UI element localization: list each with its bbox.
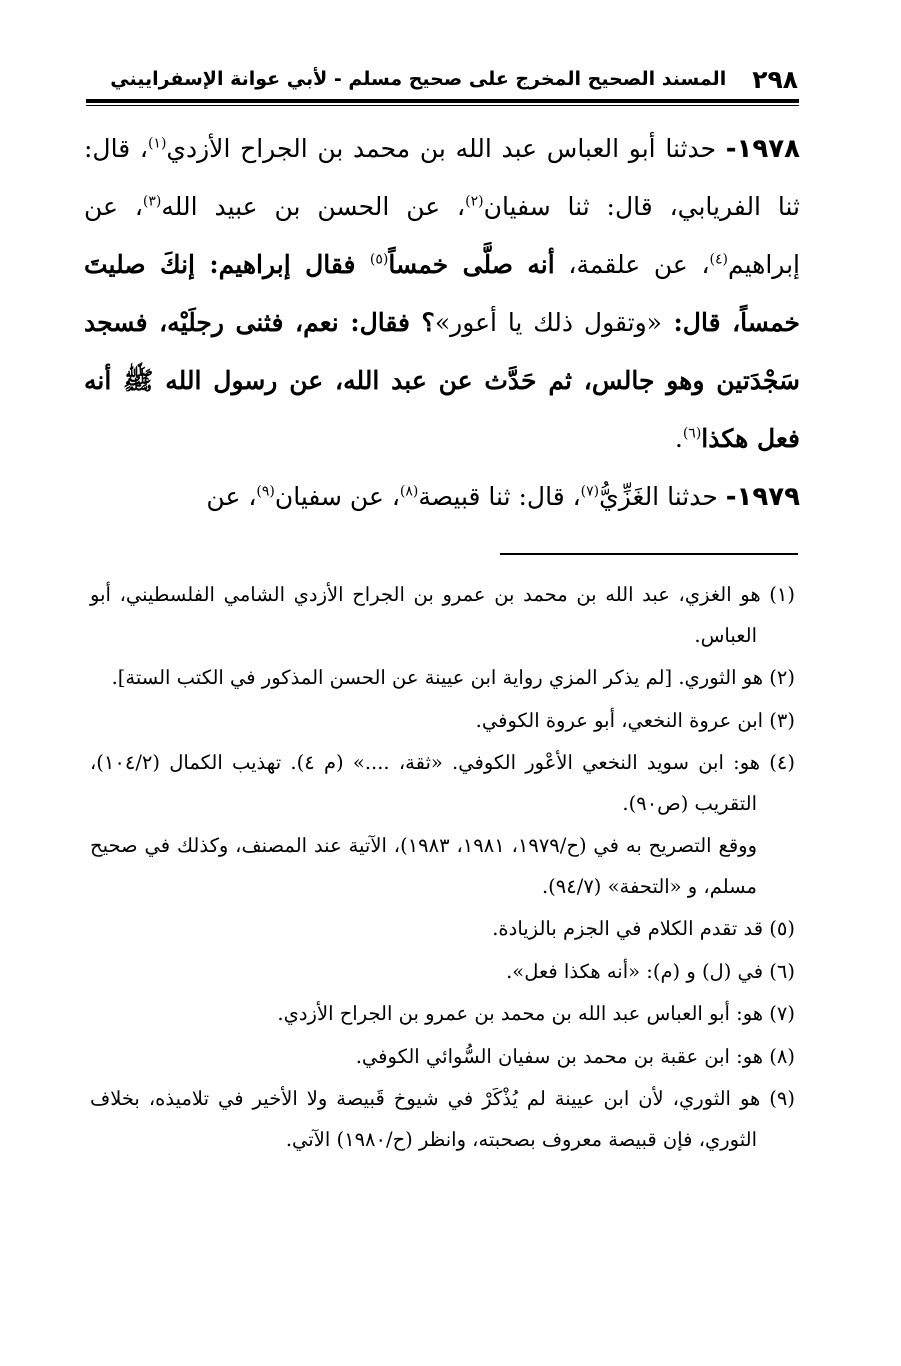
text-segment: ، عن الحسن بن عبيد الله — [161, 192, 466, 221]
footnote-ref: (١) — [147, 135, 167, 152]
footnote-7: (٧) هو: أبو العباس عبد الله بن محمد بن عمرو بن الجراح الأزدي. — [277, 1002, 795, 1025]
matn-text: فقال إبراهيم: إنكَ صليتَ خمساً، قال: — [84, 250, 801, 337]
footnote-ref: (٧) — [580, 483, 600, 500]
footnote-5: (٥) قد تقدم الكلام في الجزم بالزيادة. — [492, 917, 795, 940]
text-segment: ، قال: ثنا الفريابي، قال: ثنا سفيان — [84, 134, 800, 221]
header-rule-thin — [86, 105, 799, 106]
text-segment: حدثنا أبو العباس عبد الله بن محمد بن الجراح الأزدي — [166, 134, 726, 163]
running-title: المسند الصحيح المخرج على صحيح مسلم - لأبي عوانة الإسفراييني — [110, 68, 727, 90]
quoted-text: «وتقول ذلك يا أعور» — [434, 308, 662, 337]
text-segment: ، عن سفيان — [274, 482, 400, 511]
page-header — [86, 60, 798, 98]
footnote-9: (٩) هو الثوري، لأن ابن عيينة لم يُذْكَرْ في شيوخ قَبيصة ولا الأخير في تلاميذه، بخلاف الثوري، فإن قبيصة معروف بصحبته، وانظر (ح/١٩٨٠) الآتي. — [90, 1087, 795, 1151]
text-segment: ، قال: ثنا قبيصة — [418, 482, 581, 511]
footnote-4: (٤) هو: ابن سويد النخعي الأعْور الكوفي. «ثقة، ....» (م ٤). تهذيب الكمال (١٠٤/٢)، التقريب (ص٩٠). — [90, 751, 796, 815]
footnote-6: (٦) في (ل) و (م): «أنه هكذا فعل». — [506, 959, 795, 983]
hadith-number: ١٩٧٨- — [725, 134, 801, 164]
footnote-ref: (٥) — [369, 251, 389, 268]
footnote-ref: (٣) — [142, 193, 162, 210]
footnote-8: (٨) هو: ابن عقبة بن محمد بن سفيان السُّوائي الكوفي. — [355, 1044, 795, 1068]
matn-text: ؟ فقال: نعم، فثنى رجلَيْه، فسجد سَجْدَتين وهو جالس، ثم حَدَّث عن عبد الله، عن رسول الله ﷺ أنه فعل هكذا — [84, 308, 800, 453]
footnote-4-continuation: ووقع التصريح به في (ح/١٩٧٩، ١٩٨١، ١٩٨٣)، الآتية عند المصنف، وكذلك في صحيح مسلم، و «التحفة» (٩٤/٧). — [90, 834, 758, 898]
footnote-3: (٣) ابن عروة النخعي، أبو عروة الكوفي. — [475, 708, 795, 732]
footnote-ref: (٦) — [682, 425, 702, 442]
text-segment: ، عن — [206, 482, 257, 511]
footnotes — [90, 575, 795, 1162]
footnote-ref: (٤) — [709, 251, 728, 268]
hadith-number: ١٩٧٩- — [725, 482, 800, 512]
text-segment: ، عن علقمة، — [554, 250, 710, 279]
footnote-2: (٢) هو الثوري. [لم يذكر المزي رواية ابن عيينة عن الحسن المذكور في الكتب الستة]. — [111, 666, 795, 689]
footnote-ref: (٨) — [399, 483, 419, 500]
footnote-ref: (٩) — [256, 483, 275, 500]
text-segment: حدثنا الغَزِّيُّ — [599, 482, 726, 511]
main-text — [84, 120, 800, 526]
page-number: ٢٩٨ — [752, 64, 798, 94]
text-segment: . — [674, 424, 683, 453]
hadith-1979 — [84, 468, 800, 526]
hadith-1978 — [84, 120, 800, 468]
text-segment: ، عن إبراهيم — [84, 192, 800, 279]
header-rule-thick — [86, 99, 799, 103]
footnote-1: (١) هو الغزي، عبد الله بن محمد بن عمرو بن الجراح الأزدي الشامي الفلسطيني، أبو العباس. — [90, 583, 795, 647]
footnote-ref: (٢) — [465, 193, 484, 210]
footnote-separator — [500, 553, 798, 555]
matn-text: أنه صلَّى خمساً — [388, 250, 555, 279]
